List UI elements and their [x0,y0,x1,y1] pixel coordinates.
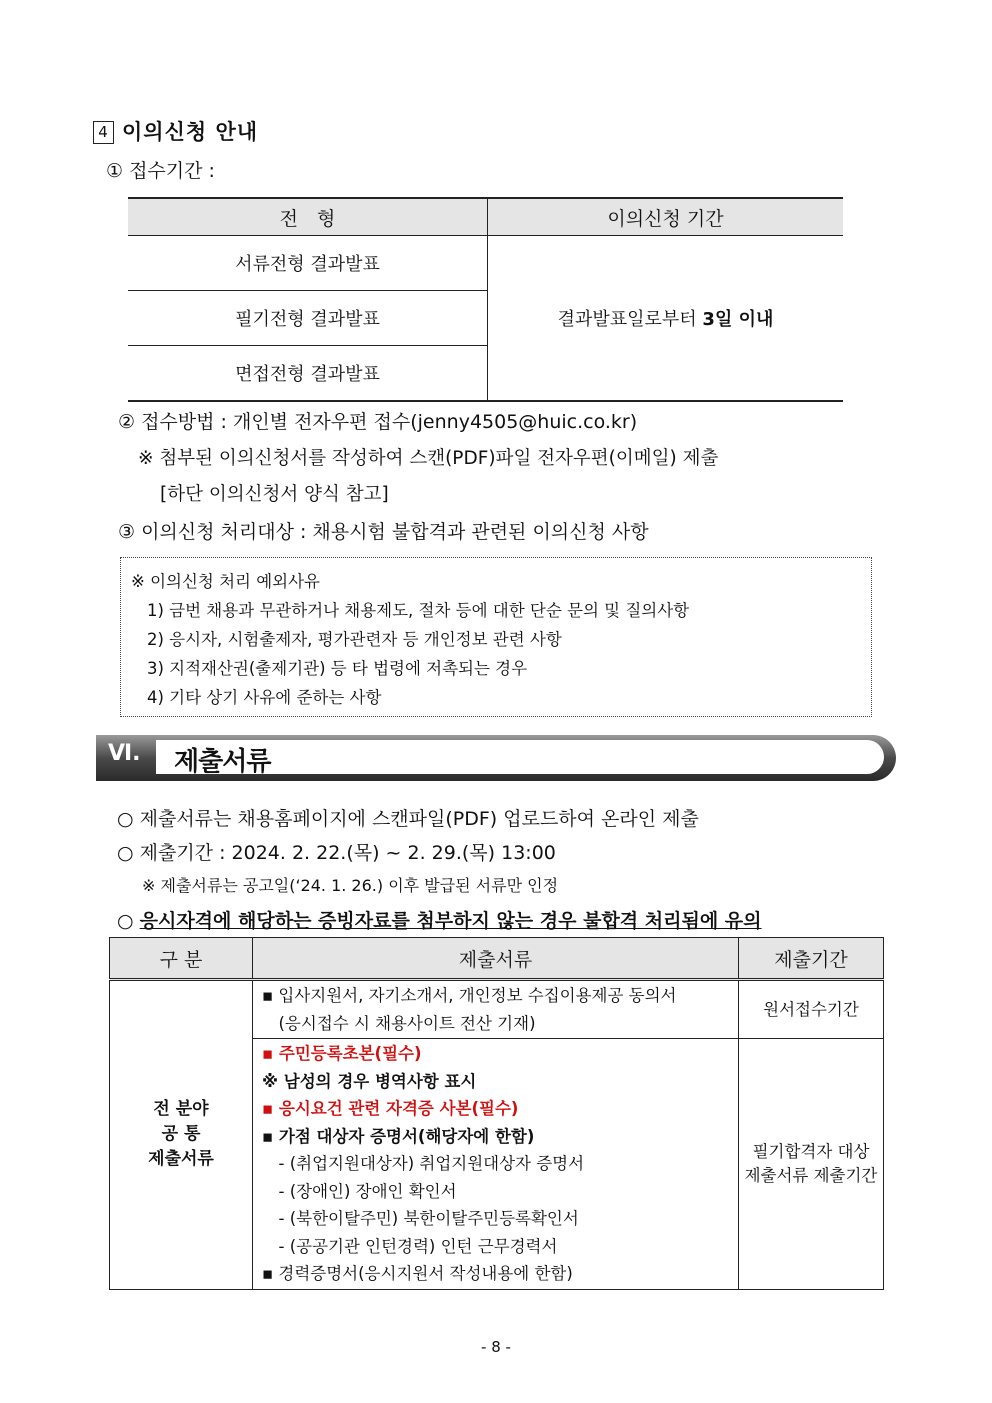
submission-warning [117,906,762,933]
receipt-method-note: ※ 첨부된 이의신청서를 작성하여 스캔(PDF)파일 전자우편(이메일) 제출 [138,448,719,469]
exceptions-title: ※ 이의신청 처리 예외사유 [131,572,320,591]
period-line: 필기합격자 대상 [752,1141,870,1161]
period-bold-text: 3일 이내 [702,309,774,330]
objection-period-table [128,197,843,402]
warning-bullet: ○ [117,910,140,932]
period-cell-1: 원서접수기간 [739,980,884,1039]
page-number: - 8 - [481,1338,511,1356]
doc-line: ▪ 경력증명서(응시지원서 작성내용에 한함) [262,1264,573,1283]
category-cell [110,980,253,1290]
section-title-text: 이의신청 안내 [122,120,259,144]
table-header-documents: 제출서류 [253,938,739,980]
table-cell-type: 서류전형 결과발표 [128,236,488,291]
table-cell-type: 면접전형 결과발표 [128,346,488,402]
period-text: 결과발표일로부터 [557,309,703,330]
doc-line-note: ※ 남성의 경우 병역사항 표시 [262,1071,477,1091]
receipt-period-label: ① 접수기간 : [106,160,215,182]
section-banner [96,735,896,781]
docs-cell-1 [253,980,739,1039]
submission-bullet-2: ○ 제출기간 : 2024. 2. 22.(목) ~ 2. 29.(목) 13:00 [117,842,556,864]
period-line: 제출서류 제출기간 [744,1165,878,1185]
documents-table [109,937,884,1290]
doc-line-required: ▪ 주민등록초본(필수) [262,1044,422,1063]
table-cell-type: 필기전형 결과발표 [128,291,488,346]
receipt-method: ② 접수방법 : 개인별 전자우편 접수(jenny4505@huic.co.kr) [118,411,638,433]
section-number-box: 4 [93,121,114,144]
banner-number: Ⅵ. [108,741,141,766]
objection-target: ③ 이의신청 처리대상 : 채용시험 불합격과 관련된 이의신청 사항 [118,521,649,543]
doc-line-required: ▪ 응시요건 관련 자격증 사본(필수) [262,1099,519,1118]
category-line: 전 분야 [153,1099,209,1120]
doc-line: ▪ 입사지원서, 자기소개서, 개인정보 수집이용제공 동의서 [262,986,677,1005]
doc-line: (응시접수 시 채용사이트 전산 기재) [262,1013,536,1033]
warning-text: 응시자격에 해당하는 증빙자료를 첨부하지 않는 경우 불합격 처리됨에 유의 [139,910,762,932]
receipt-method-note-2: [하단 이의신청서 양식 참고] [160,484,389,505]
period-cell-2 [739,1039,884,1290]
table-header-category: 구 분 [110,938,253,980]
doc-line: - (공공기관 인턴경력) 인턴 근무경력서 [262,1236,558,1256]
submission-note: ※ 제출서류는 공고일(‘24. 1. 26.) 이후 발급된 서류만 인정 [142,876,559,895]
exception-item: 1) 금번 채용과 무관하거나 채용제도, 절차 등에 대한 단순 문의 및 질의사항 [147,601,690,620]
category-line: 제출서류 [148,1149,214,1170]
table-header-period: 제출기간 [739,938,884,980]
exceptions-box [120,557,872,717]
doc-line-bonus: ▪ 가점 대상자 증명서(해당자에 한함) [262,1126,535,1146]
exception-item: 4) 기타 상기 사유에 준하는 사항 [147,688,382,707]
banner-title-box [156,740,884,777]
table-header-type: 전 형 [128,198,488,236]
exception-item: 2) 응시자, 시험출제자, 평가관련자 등 개인정보 관련 사항 [147,630,562,649]
doc-line: - (북한이탈주민) 북한이탈주민등록확인서 [262,1209,579,1228]
doc-line: - (장애인) 장애인 확인서 [262,1181,457,1201]
submission-bullet-1: ○ 제출서류는 채용홈페이지에 스캔파일(PDF) 업로드하여 온라인 제출 [117,808,699,830]
section-title [93,116,258,146]
category-line: 공 통 [161,1124,201,1145]
banner-title: 제출서류 [174,747,271,777]
table-cell-period [488,236,844,402]
docs-cell-2 [253,1039,739,1290]
doc-line: - (취업지원대상자) 취업지원대상자 증명서 [262,1154,585,1173]
exception-item: 3) 지적재산권(출제기관) 등 타 법령에 저촉되는 경우 [147,659,528,678]
table-header-period: 이의신청 기간 [488,198,844,236]
